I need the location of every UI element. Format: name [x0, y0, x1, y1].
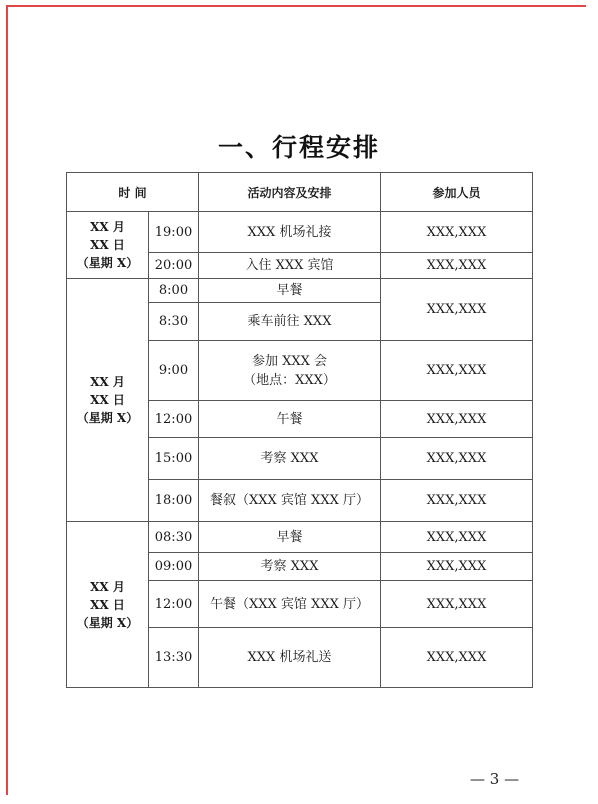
header-time: 时 间: [67, 173, 199, 212]
row-people: XXX,XXX: [381, 628, 533, 688]
row-people: XXX,XXX: [381, 553, 533, 581]
row-time: 13:30: [149, 628, 199, 688]
day-date: XX 月 XX 日 （星期 X）: [67, 212, 149, 279]
row-time: 18:00: [149, 480, 199, 522]
row-time: 12:00: [149, 581, 199, 628]
row-activity: XXX 机场礼接: [199, 212, 381, 253]
table-row: [67, 522, 533, 553]
row-activity: 餐叙（XXX 宾馆 XXX 厅）: [199, 480, 381, 522]
row-time: 9:00: [149, 341, 199, 401]
row-activity: 考察 XXX: [199, 553, 381, 581]
row-time: 09:00: [149, 553, 199, 581]
row-activity: 参加 XXX 会 （地点：XXX）: [199, 341, 381, 401]
row-activity: 午餐: [199, 401, 381, 438]
row-people: XXX,XXX: [381, 341, 533, 401]
row-time: 8:00: [149, 279, 199, 303]
table-row: [67, 279, 533, 303]
row-activity: 早餐: [199, 279, 381, 303]
row-people: XXX,XXX: [381, 401, 533, 438]
table-row: [67, 212, 533, 253]
row-time: 19:00: [149, 212, 199, 253]
row-people: XXX,XXX: [381, 581, 533, 628]
day-date: XX 月 XX 日 （星期 X）: [67, 522, 149, 688]
row-time: 15:00: [149, 438, 199, 480]
row-activity: 乘车前往 XXX: [199, 303, 381, 341]
row-time: 8:30: [149, 303, 199, 341]
table-header-row: [67, 173, 533, 212]
row-time: 12:00: [149, 401, 199, 438]
row-time: 08:30: [149, 522, 199, 553]
row-people: XXX,XXX: [381, 522, 533, 553]
row-activity: 考察 XXX: [199, 438, 381, 480]
row-time: 20:00: [149, 253, 199, 279]
schedule-table: [66, 172, 533, 688]
row-people: XXX,XXX: [381, 279, 533, 341]
page-title: 一、行程安排: [217, 133, 380, 162]
row-activity: 早餐: [199, 522, 381, 553]
row-people: XXX,XXX: [381, 480, 533, 522]
page-number: — 3 —: [470, 770, 520, 788]
header-activity: 活动内容及安排: [199, 173, 381, 212]
day-date: XX 月 XX 日 （星期 X）: [67, 279, 149, 522]
row-people: XXX,XXX: [381, 438, 533, 480]
header-people: 参加人员: [381, 173, 533, 212]
row-people: XXX,XXX: [381, 212, 533, 253]
row-activity: 午餐（XXX 宾馆 XXX 厅）: [199, 581, 381, 628]
row-people: XXX,XXX: [381, 253, 533, 279]
row-activity: 入住 XXX 宾馆: [199, 253, 381, 279]
row-activity: XXX 机场礼送: [199, 628, 381, 688]
